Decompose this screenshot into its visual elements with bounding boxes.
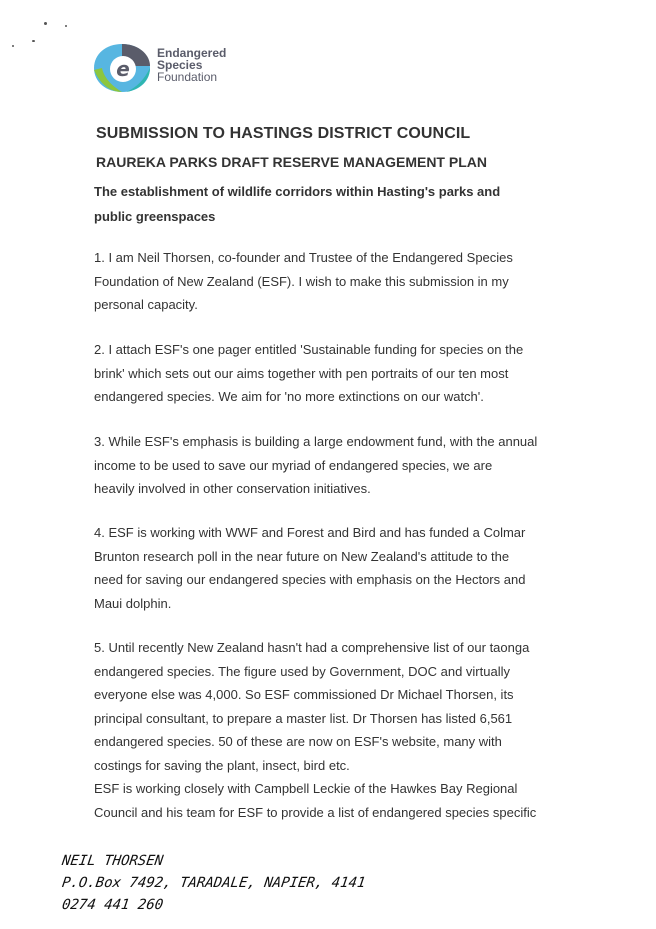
paragraph-line: ESF is working closely with Campbell Leckie of the Hawkes Bay Regional (94, 781, 518, 796)
paragraph-line: 5. Until recently New Zealand hasn't had a comprehensive list of our taonga (94, 640, 530, 655)
document-title: SUBMISSION TO HASTINGS DISTRICT COUNCIL (96, 125, 471, 142)
paragraph-line: everyone else was 4,000. So ESF commissioned Dr Michael Thorsen, its (94, 687, 514, 702)
paragraph-line: endangered species. We aim for 'no more extinctions on our watch'. (94, 389, 484, 404)
paragraph-line: 1. I am Neil Thorsen, co-founder and Trustee of the Endangered Species (94, 250, 513, 265)
paragraph-line: Council and his team for ESF to provide a list of endangered species specific (94, 804, 537, 820)
paragraph-line: income to be used to save our myriad of endangered species, we are (94, 457, 493, 473)
paragraph-line: personal capacity. (94, 297, 198, 312)
paragraph-5 (94, 636, 564, 824)
logo-line-1: Endangered (157, 46, 227, 60)
esf-logo-icon (92, 40, 152, 96)
handwritten-address: P.O.Box 7492, TARADALE, NAPIER, 4141 (60, 875, 367, 891)
paragraph-line: 4. ESF is working with WWF and Forest and Bird and has funded a Colmar (94, 525, 526, 540)
paragraph-line: Foundation of New Zealand (ESF). I wish to make this submission in my (94, 273, 509, 289)
paragraph-2 (94, 338, 564, 409)
paragraph-line: costings for saving the plant, insect, bird etc. (94, 757, 350, 773)
paragraph-4 (94, 521, 564, 615)
handwritten-name: NEIL THORSEN (60, 853, 165, 869)
esf-logo (92, 40, 242, 96)
paragraph-line: Maui dolphin. (94, 595, 172, 611)
logo-wordmark (157, 47, 226, 83)
paragraph-1 (94, 246, 564, 317)
paragraph-line: endangered species. 50 of these are now on ESF's website, many with (94, 734, 502, 749)
paragraph-line: brink' which sets out our aims together with pen portraits of our ten most (94, 365, 509, 381)
logo-letter: e (116, 57, 130, 81)
paragraph-line: 2. I attach ESF's one pager entitled 'Sustainable funding for species on the (94, 342, 524, 357)
logo-line-3: Foundation (157, 70, 218, 84)
paragraph-line: heavily involved in other conservation initiatives. (94, 481, 371, 496)
paragraph-line: 3. While ESF's emphasis is building a large endowment fund, with the annual (94, 434, 538, 449)
paragraph-3 (94, 430, 564, 501)
paragraph-line: Brunton research poll in the near future on New Zealand's attitude to the (94, 548, 510, 564)
logo-line-2: Species (157, 58, 203, 72)
topic-heading: The establishment of wildlife corridors within Hasting's parks and public greenspaces (94, 184, 501, 224)
plan-title: RAUREKA PARKS DRAFT RESERVE MANAGEMENT PLAN (96, 154, 487, 170)
paragraph-line: endangered species. The figure used by Government, DOC and virtually (94, 663, 510, 679)
handwritten-contact (62, 850, 365, 916)
paragraph-line: principal consultant, to prepare a master list. Dr Thorsen has listed 6,561 (94, 710, 513, 726)
handwritten-phone: 0274 441 260 (60, 897, 165, 913)
paragraph-line: need for saving our endangered species with emphasis on the Hectors and (94, 572, 526, 587)
